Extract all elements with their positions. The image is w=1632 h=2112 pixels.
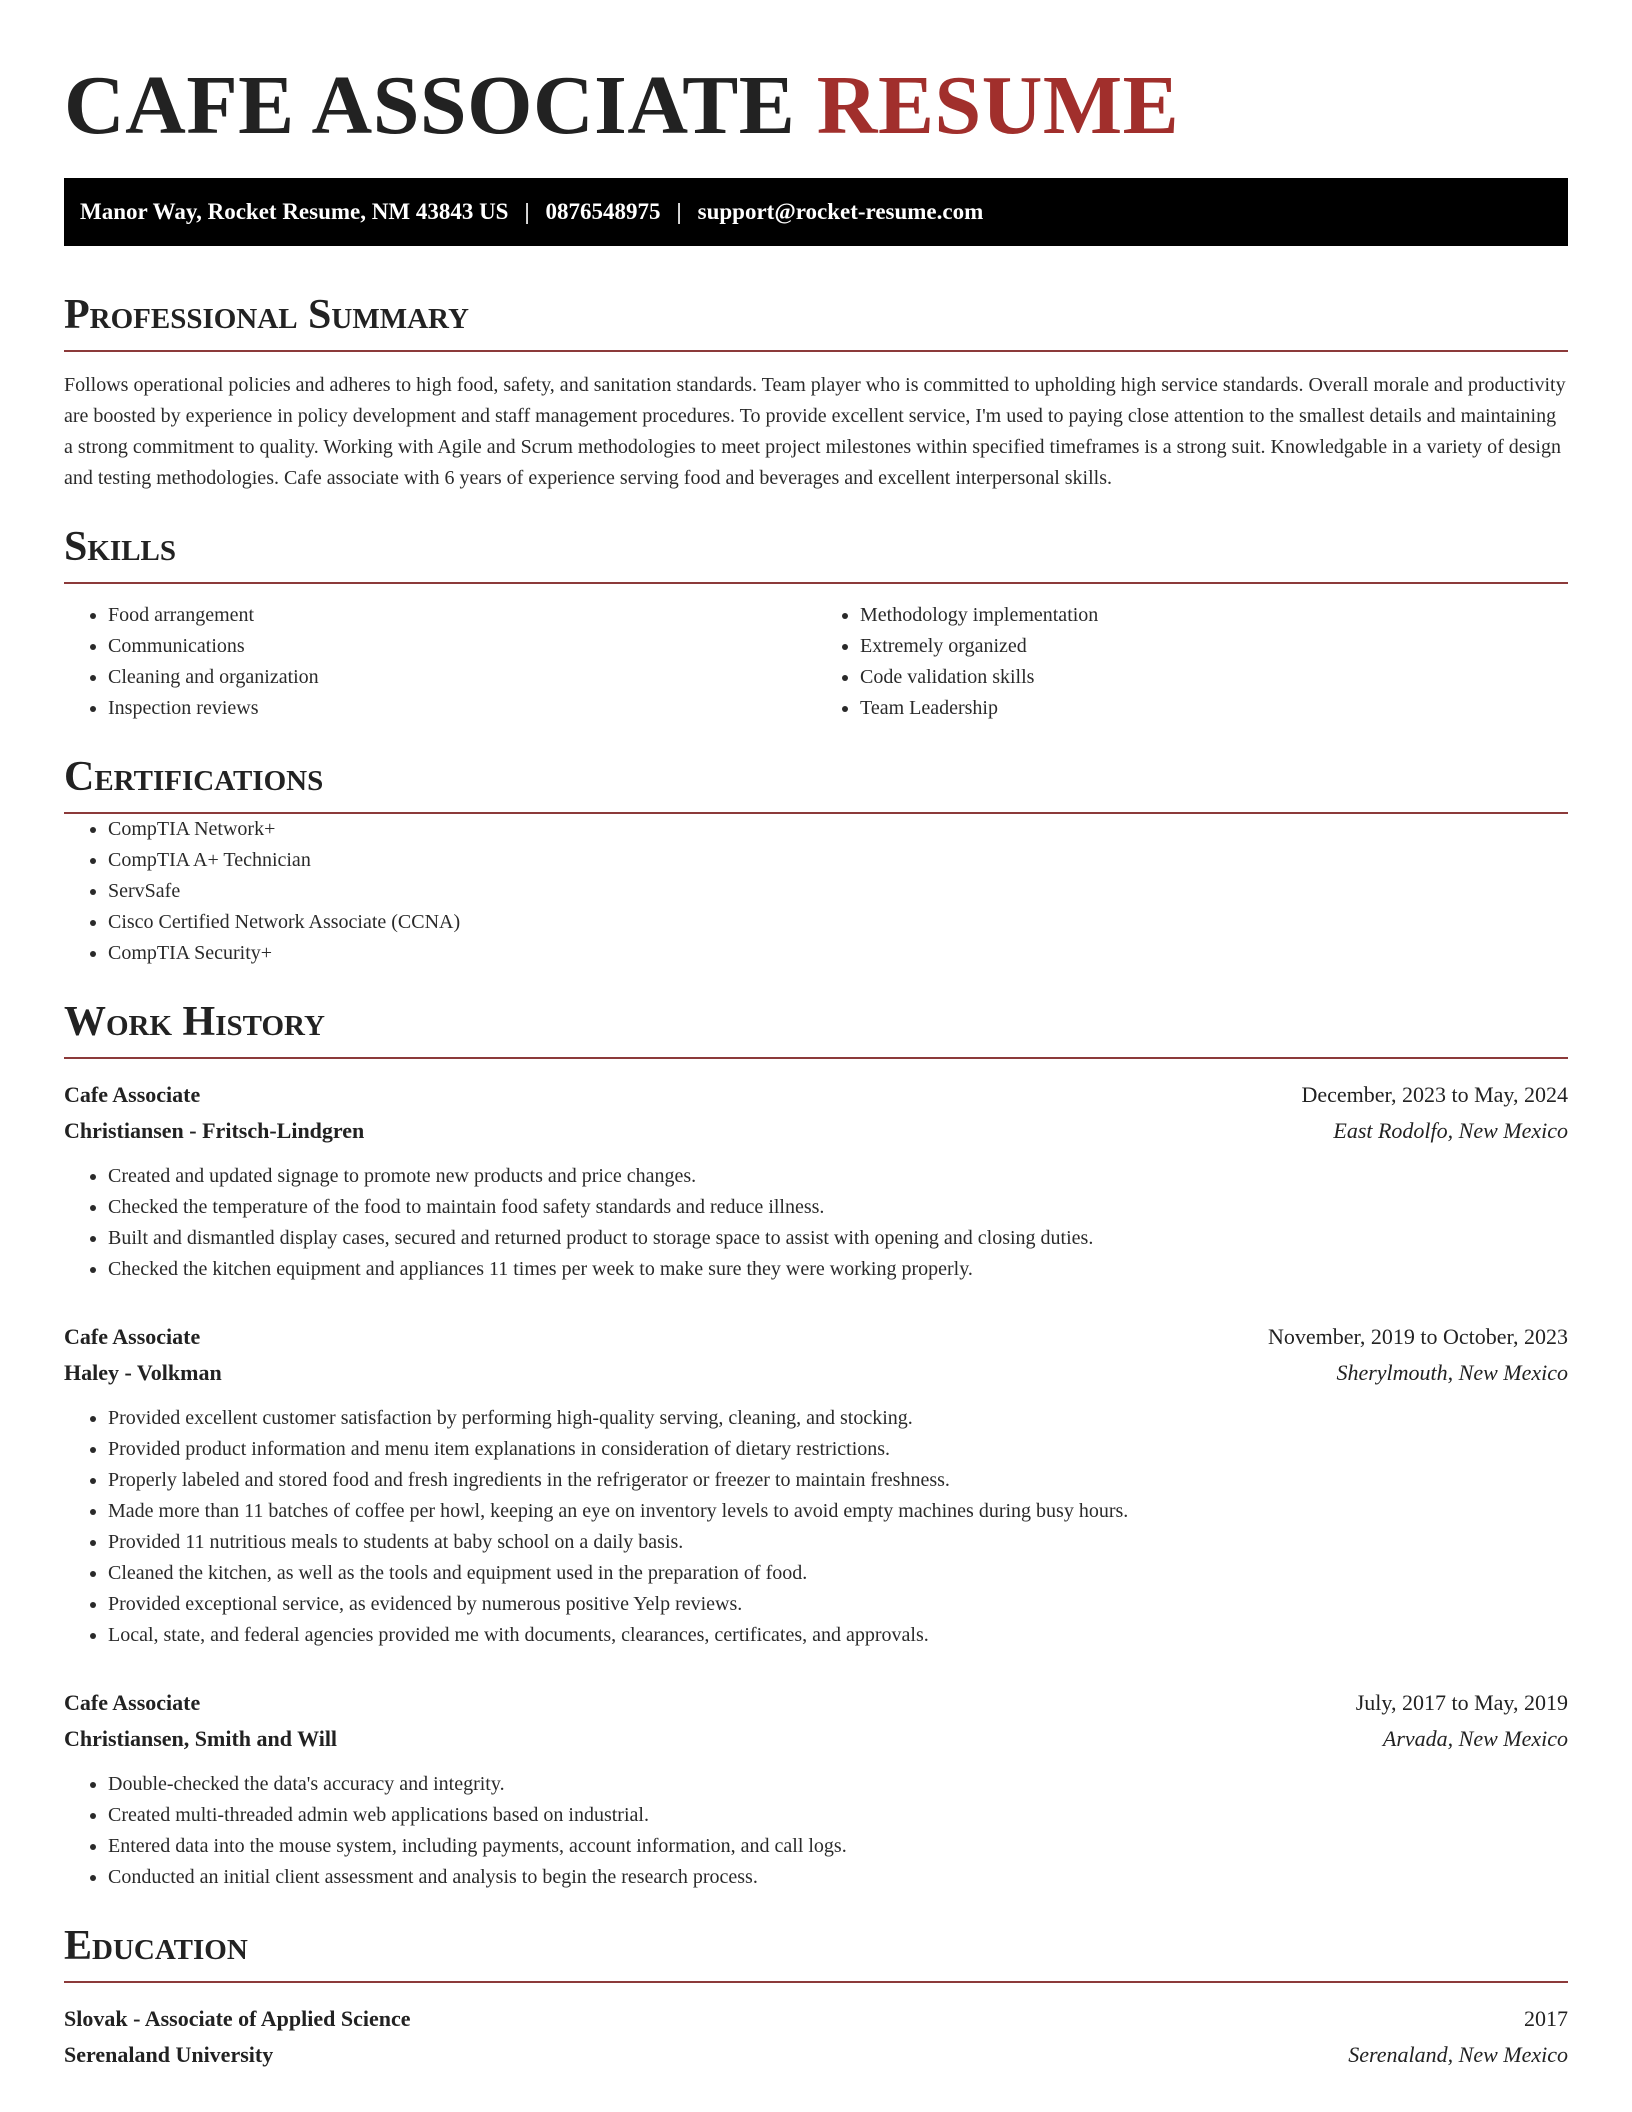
skill-item: • Communications [108, 631, 816, 662]
certifications-list [64, 814, 1568, 969]
skill-item: • Extremely organized [860, 631, 1568, 662]
skills-heading: Skills [64, 522, 1568, 584]
job-dates: November, 2019 to October, 2023 [1267, 1324, 1568, 1349]
job-location: Arvada, New Mexico [1382, 1726, 1568, 1751]
job-duty: • Provided excellent customer satisfaction by performing high-quality serving, cleaning, and stocking. [108, 1403, 1568, 1434]
skill-item: • Team Leadership [860, 693, 1568, 724]
education-section [64, 1921, 1568, 2073]
education-location: Serenaland, New Mexico [1348, 2042, 1568, 2067]
job-duty: • Checked the temperature of the food to maintain food safety standards and reduce illness. [108, 1192, 1568, 1223]
job-location: Sherylmouth, New Mexico [1336, 1360, 1568, 1385]
job-duty: • Provided product information and menu item explanations in consideration of dietary restrictions. [108, 1434, 1568, 1465]
skill-item: • Inspection reviews [108, 693, 816, 724]
contact-bar [64, 178, 1568, 246]
education-year: 2017 [1524, 2006, 1568, 2031]
contact-phone: 0876548975 [545, 199, 661, 224]
job-company: Haley - Volkman [64, 1360, 222, 1385]
skill-item: • Methodology implementation [860, 600, 1568, 631]
education-school: Serenaland University [64, 2042, 274, 2067]
skill-item: • Food arrangement [108, 600, 816, 631]
work-history-section [64, 997, 1568, 1893]
job-duty: • Provided exceptional service, as evidenced by numerous positive Yelp reviews. [108, 1589, 1568, 1620]
job-duty: • Double-checked the data's accuracy and integrity. [108, 1769, 1568, 1800]
education-degree-row [64, 2001, 1568, 2037]
skills-section [64, 522, 1568, 724]
job-duty: • Created and updated signage to promote new products and price changes. [108, 1161, 1568, 1192]
title-main: CAFE ASSOCIATE [64, 59, 796, 152]
certifications-section [64, 752, 1568, 969]
certification-item: • Cisco Certified Network Associate (CCNA) [108, 907, 1568, 938]
job-duty: • Created multi-threaded admin web applications based on industrial. [108, 1800, 1568, 1831]
contact-separator: | [524, 199, 530, 224]
job-duty: • Cleaned the kitchen, as well as the tools and equipment used in the preparation of food. [108, 1558, 1568, 1589]
contact-email: support@rocket-resume.com [697, 199, 984, 224]
job-company: Christiansen, Smith and Will [64, 1726, 338, 1751]
certification-item: • CompTIA A+ Technician [108, 845, 1568, 876]
certification-item: • ServSafe [108, 876, 1568, 907]
resume-title [64, 0, 1568, 154]
job-duties-list [64, 1403, 1568, 1651]
job-duty: • Local, state, and federal agencies provided me with documents, clearances, certificates, and approvals. [108, 1620, 1568, 1651]
skills-list-left [64, 600, 816, 724]
job-company-row [64, 1721, 1568, 1757]
contact-separator: | [676, 199, 682, 224]
job-dates: December, 2023 to May, 2024 [1301, 1082, 1568, 1107]
job-title-row [64, 1077, 1568, 1113]
work-history-heading: Work History [64, 997, 1568, 1059]
job-location: East Rodolfo, New Mexico [1333, 1118, 1568, 1143]
education-degree: Slovak - Associate of Applied Science [64, 2006, 411, 2031]
job-title-row [64, 1685, 1568, 1721]
certification-item: • CompTIA Network+ [108, 814, 1568, 845]
job-duty: • Provided 11 nutritious meals to students at baby school on a daily basis. [108, 1527, 1568, 1558]
job-entry [64, 1685, 1568, 1893]
certifications-heading: Certifications [64, 752, 1568, 814]
skills-grid [64, 600, 1568, 724]
summary-section [64, 290, 1568, 494]
job-entry [64, 1319, 1568, 1651]
job-dates: July, 2017 to May, 2019 [1355, 1690, 1568, 1715]
job-duty: • Entered data into the mouse system, including payments, account information, and call logs. [108, 1831, 1568, 1862]
job-duty: • Checked the kitchen equipment and appliances 11 times per week to make sure they were working properly. [108, 1254, 1568, 1285]
job-duty: • Properly labeled and stored food and fresh ingredients in the refrigerator or freezer to maintain freshness. [108, 1465, 1568, 1496]
job-company: Christiansen - Fritsch-Lindgren [64, 1118, 365, 1143]
job-title: Cafe Associate [64, 1690, 201, 1715]
education-heading: Education [64, 1921, 1568, 1983]
job-company-row [64, 1113, 1568, 1149]
title-accent: RESUME [816, 59, 1180, 152]
job-title-row [64, 1319, 1568, 1355]
summary-heading: Professional Summary [64, 290, 1568, 352]
job-duty: • Built and dismantled display cases, secured and returned product to storage space to assist with opening and closing duties. [108, 1223, 1568, 1254]
education-entry [64, 2001, 1568, 2073]
skills-list-right [816, 600, 1568, 724]
contact-address: Manor Way, Rocket Resume, NM 43843 US [80, 199, 509, 224]
summary-text: Follows operational policies and adheres to high food, safety, and sanitation standards. Team player who is committed to upholding high service standards. Overall morale and productivity are boosted by experience in policy development and staff management procedures. To provide excellent service, I'm used to paying close attention to the smallest details and maintaining a strong commitment to quality. Working with Agile and Scrum methodologies to meet project milestones within specified timeframes is a strong suit. Knowledgable in a variety of design and testing methodologies. Cafe associate with 6 years of experience serving food and beverages and excellent interpersonal skills. [64, 374, 1566, 489]
job-company-row [64, 1355, 1568, 1391]
skill-item: • Code validation skills [860, 662, 1568, 693]
job-duty: • Conducted an initial client assessment and analysis to begin the research process. [108, 1862, 1568, 1893]
job-title: Cafe Associate [64, 1082, 201, 1107]
job-duties-list [64, 1161, 1568, 1285]
skill-item: • Cleaning and organization [108, 662, 816, 693]
education-school-row [64, 2037, 1568, 2073]
job-duty: • Made more than 11 batches of coffee per howl, keeping an eye on inventory levels to avoid empty machines during busy hours. [108, 1496, 1568, 1527]
job-duties-list [64, 1769, 1568, 1893]
certification-item: • CompTIA Security+ [108, 938, 1568, 969]
job-entry [64, 1077, 1568, 1285]
job-title: Cafe Associate [64, 1324, 201, 1349]
